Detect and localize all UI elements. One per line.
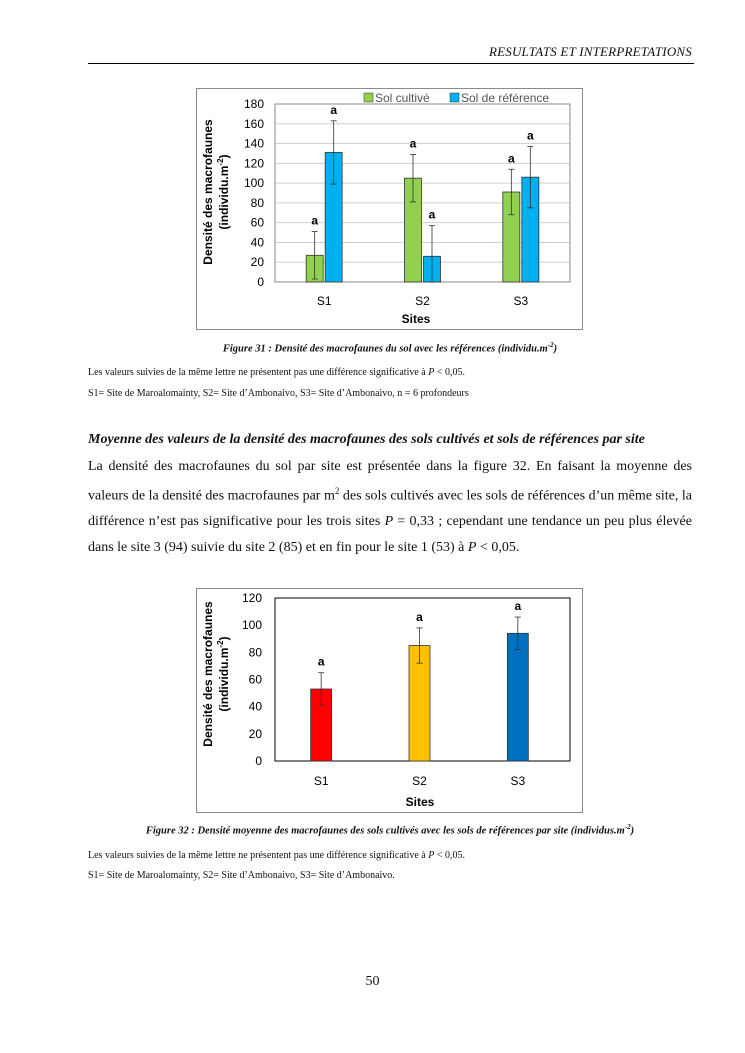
significance-letter: a (409, 136, 417, 151)
header-rule (88, 63, 694, 64)
legend-label-cultive: Sol cultivé (375, 91, 430, 105)
figure-32-note-1: Les valeurs suivies de la même lettre ne présentent pas une différence significative à P ˂ 0,05. (88, 850, 465, 861)
y-tick-label: 80 (248, 645, 262, 660)
significance-letter: a (507, 151, 515, 166)
figure-32-caption: Figure 32 : Densité moyenne des macrofaunes des sols cultivés avec les sols de références par site $(individus.m^{-2})$ (145, 823, 635, 837)
significance-letter: a (428, 207, 436, 222)
figure-31-note-2: S1= Site de Maroalomainty, S2= Site d’Ambonaivo, S3= Site d’Ambonaivo, n = 6 profondeurs (88, 388, 469, 399)
y-tick-label: 60 (250, 215, 264, 230)
significance-letter: a (514, 599, 522, 614)
y-tick-label: 20 (248, 726, 262, 741)
y-axis-label-line2: $(individu.m^{-2})$ (216, 636, 231, 712)
figure-32-note-2: S1= Site de Maroalomainty, S2= Site d’Ambonaivo, S3= Site d’Ambonaivo. (88, 870, 395, 881)
y-tick-label: 160 (243, 116, 264, 131)
y-axis-label-line1: Densité des macrofaunes (201, 601, 215, 747)
legend-label-reference: Sol de référence (461, 91, 550, 105)
y-tick-label: 60 (248, 672, 262, 687)
x-axis-label: Sites (405, 795, 435, 809)
significance-letter: a (317, 654, 325, 669)
y-tick-label: 40 (250, 235, 264, 250)
y-tick-label: 120 (241, 591, 262, 605)
y-axis-label-line1: Densité des macrofaunes (201, 119, 215, 265)
x-tick-label: S1 (316, 294, 332, 308)
y-tick-label: 0 (257, 275, 264, 289)
y-tick-label: 140 (243, 136, 264, 151)
significance-letter: a (330, 102, 338, 117)
y-tick-label: 100 (241, 618, 262, 633)
y-tick-label: 120 (243, 156, 264, 171)
significance-letter: a (526, 128, 534, 143)
x-tick-label: S3 (510, 774, 526, 788)
y-tick-label: 20 (250, 255, 264, 270)
section-paragraph: La densité des macrofaunes du sol par site est présentée dans la figure 32. En faisant la moyenne des valeurs de la densité des macrofaunes par $m^2$ des sols cultivés avec les sols de références d’un même site, la différence n’est pas significative pour les trois sites P = 0,33 ; cependant une tendance un peu plus élevée dans le site 3 (94) suivie du site 2 (85) et en fin pour le site 1 (53) à P ˂ 0,05. (88, 459, 692, 555)
page-header: RESULTATS ET INTERPRETATIONS (488, 44, 692, 59)
legend-swatch-reference (450, 93, 459, 102)
x-axis-label: Sites (401, 312, 431, 326)
y-tick-label: 180 (243, 97, 264, 111)
figure-31-chart (196, 88, 584, 331)
x-tick-label: S3 (513, 294, 529, 308)
y-axis-label-line2: $(individu.m^{-2})$ (216, 154, 231, 230)
x-tick-label: S2 (415, 294, 430, 308)
significance-letter: a (311, 213, 319, 228)
y-tick-label: 80 (250, 195, 264, 210)
significance-letter: a (416, 609, 423, 624)
figure-31-note-1: Les valeurs suivies de la même lettre ne présentent pas une différence significative à P ˂ 0,05. (88, 367, 465, 378)
y-tick-label: 0 (255, 754, 262, 768)
y-tick-label: 100 (243, 176, 264, 191)
figure-31-caption: Figure 31 : Densité des macrofaunes du sol avec les références $(individu.m^{-2})$ (222, 341, 558, 355)
figure-32-chart (196, 588, 584, 814)
x-tick-label: S1 (313, 774, 329, 788)
section-title: Moyenne des valeurs de la densité des macrofaunes des sols cultivés et sols de références par site (88, 432, 645, 447)
x-tick-label: S2 (412, 774, 427, 788)
y-tick-label: 40 (248, 699, 262, 714)
legend-swatch-cultive (364, 93, 373, 102)
bar (507, 633, 528, 761)
page-number: 50 (365, 974, 380, 989)
